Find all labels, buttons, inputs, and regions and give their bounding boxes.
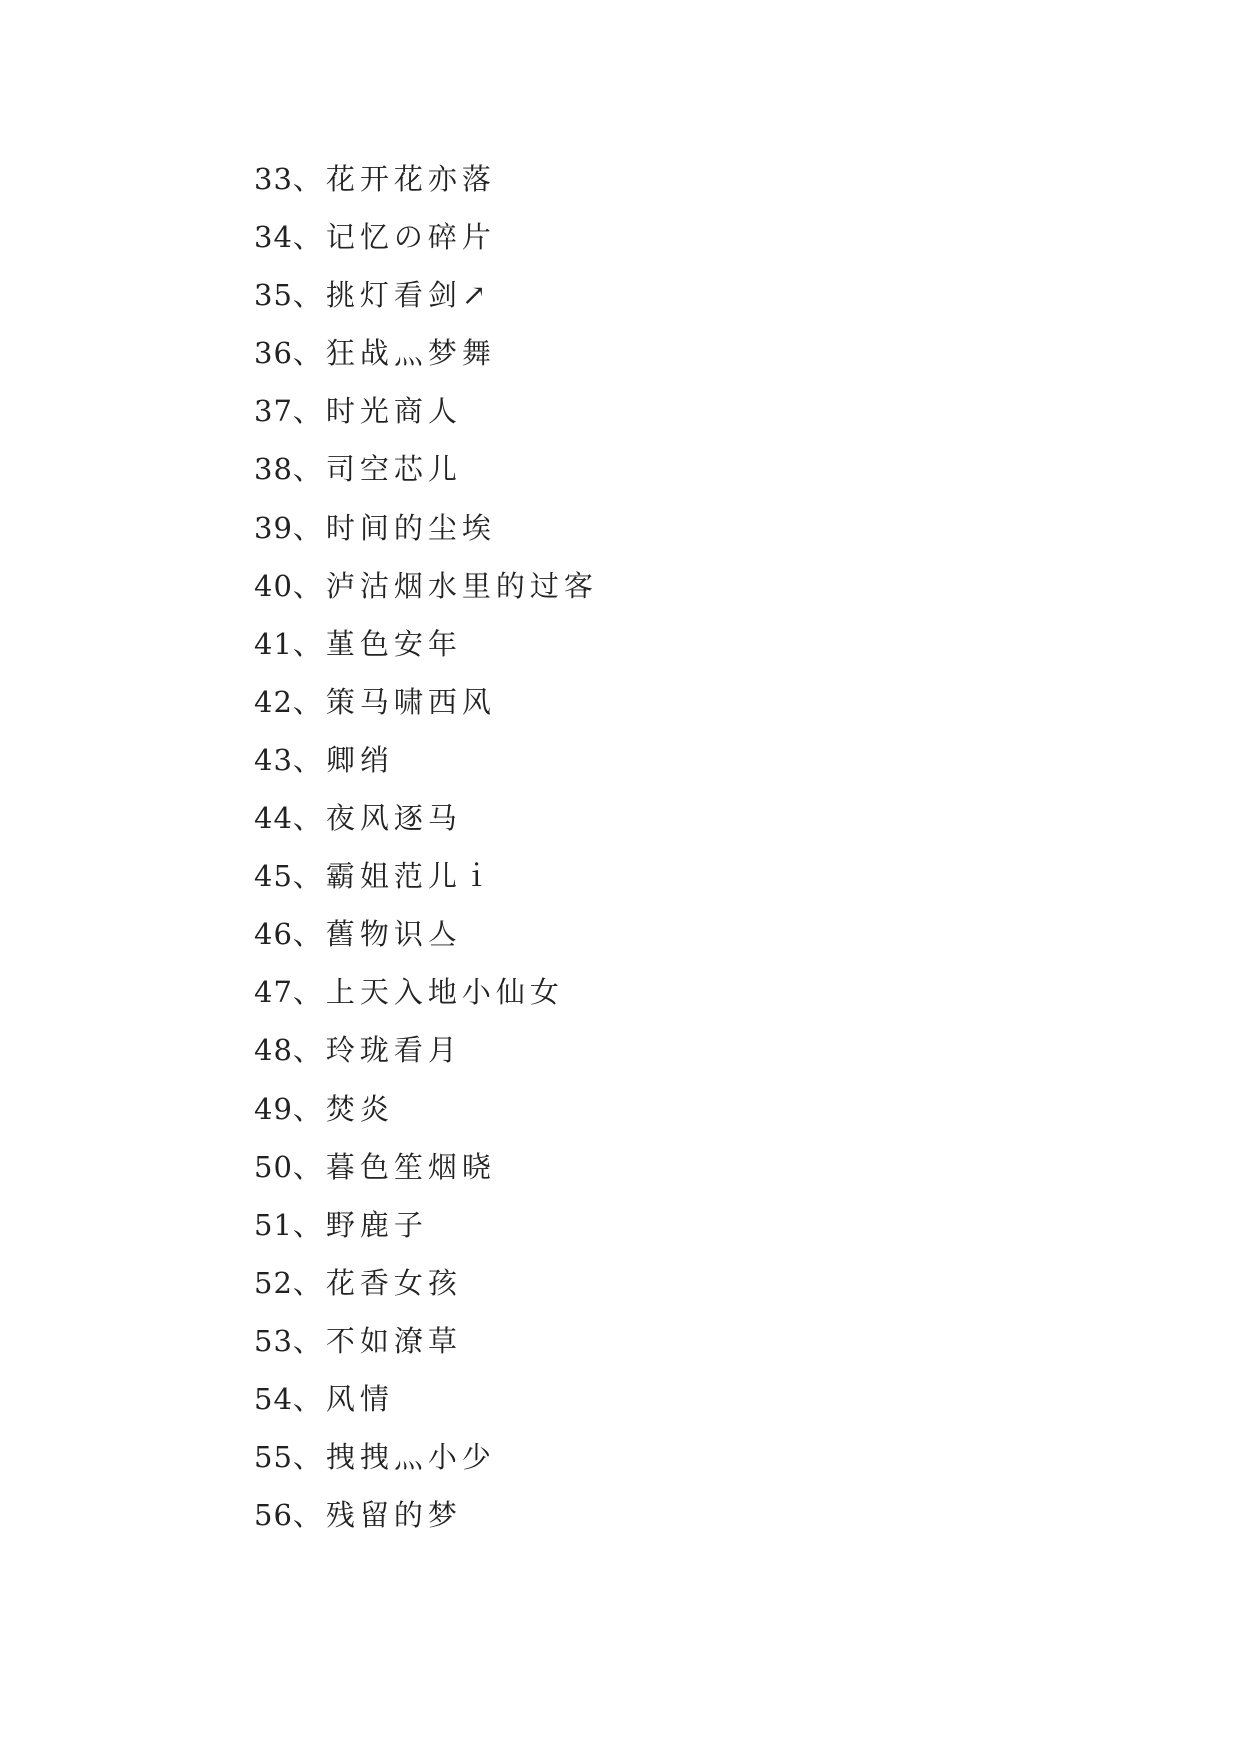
- item-number: 36: [254, 336, 293, 371]
- item-text: 时光商人: [325, 394, 462, 429]
- item-number: 55: [254, 1440, 293, 1475]
- item-number: 56: [254, 1498, 293, 1533]
- list-item: [254, 973, 598, 1031]
- list-item: [254, 392, 598, 450]
- item-number: 48: [254, 1033, 293, 1068]
- item-number: 33: [254, 162, 293, 196]
- item-separator: 、: [292, 452, 326, 487]
- item-separator: 、: [292, 162, 326, 196]
- item-separator: 、: [292, 1381, 326, 1416]
- item-separator: 、: [292, 626, 326, 661]
- item-separator: 、: [292, 1091, 326, 1126]
- item-number: 43: [254, 742, 293, 777]
- item-text: 卿绡: [325, 742, 394, 777]
- item-separator: 、: [292, 742, 326, 777]
- item-separator: 、: [292, 1207, 326, 1242]
- item-text: 挑灯看剑↗: [325, 278, 492, 313]
- item-separator: 、: [292, 336, 326, 371]
- item-number: 38: [254, 452, 293, 487]
- item-separator: 、: [292, 1149, 326, 1184]
- item-text: 策马啸西风: [325, 684, 496, 719]
- item-separator: 、: [292, 220, 326, 255]
- list-item: [254, 567, 598, 625]
- list-item: [254, 741, 598, 799]
- item-separator: 、: [292, 975, 326, 1010]
- item-text: 不如潦草: [325, 1323, 462, 1358]
- list-item: [254, 334, 598, 392]
- list-item: [254, 857, 598, 915]
- list-item: [254, 1264, 598, 1322]
- item-number: 47: [254, 975, 293, 1010]
- item-text: 上天入地小仙女: [325, 975, 564, 1010]
- item-separator: 、: [292, 1265, 326, 1300]
- list-item: [254, 799, 598, 857]
- list-item: [254, 276, 598, 334]
- item-separator: 、: [292, 1440, 326, 1475]
- item-text: 残留的梦: [325, 1498, 462, 1533]
- item-number: 44: [254, 801, 293, 836]
- item-text: 拽拽灬小少: [325, 1440, 496, 1475]
- item-text: 司空芯儿: [325, 452, 462, 487]
- item-number: 41: [254, 626, 293, 661]
- item-text: 风情: [325, 1381, 394, 1416]
- item-text: 花香女孩: [325, 1265, 462, 1300]
- item-number: 53: [254, 1323, 293, 1358]
- item-text: 夜风逐马: [325, 801, 462, 836]
- list-item: [254, 625, 598, 683]
- item-separator: 、: [292, 1498, 326, 1533]
- item-separator: 、: [292, 1323, 326, 1358]
- list-item: [254, 1380, 598, 1438]
- item-number: 54: [254, 1381, 293, 1416]
- item-text: 野鹿子: [325, 1207, 428, 1242]
- item-number: 46: [254, 917, 293, 952]
- list-item: [254, 218, 598, 276]
- item-text: 泸沽烟水里的过客: [325, 568, 598, 603]
- item-separator: 、: [292, 278, 326, 313]
- item-text: 花开花亦落: [325, 162, 496, 196]
- item-number: 50: [254, 1149, 293, 1184]
- item-number: 34: [254, 220, 293, 255]
- item-text: 焚炎: [325, 1091, 394, 1126]
- item-separator: 、: [292, 859, 326, 894]
- item-text: 舊物识亼: [325, 917, 462, 952]
- name-list: [254, 160, 598, 1554]
- item-separator: 、: [292, 917, 326, 952]
- item-separator: 、: [292, 1033, 326, 1068]
- item-number: 40: [254, 568, 293, 603]
- list-item: [254, 160, 598, 218]
- list-item: [254, 1031, 598, 1089]
- list-item: [254, 509, 598, 567]
- list-item: [254, 1322, 598, 1380]
- item-text: 堇色安年: [325, 626, 462, 661]
- list-item: [254, 450, 598, 508]
- item-text: 霸姐范儿ｉ: [325, 859, 496, 894]
- item-text: 记忆の碎片: [325, 220, 496, 255]
- item-number: 52: [254, 1265, 293, 1300]
- item-text: 暮色笙烟晓: [325, 1149, 496, 1184]
- item-text: 狂战灬梦舞: [325, 336, 496, 371]
- item-number: 49: [254, 1091, 293, 1126]
- item-text: 玲珑看月: [325, 1033, 462, 1068]
- item-number: 42: [254, 684, 293, 719]
- item-number: 35: [254, 278, 293, 313]
- item-number: 37: [254, 394, 293, 429]
- list-item: [254, 1496, 598, 1554]
- list-item: [254, 1148, 598, 1206]
- item-separator: 、: [292, 684, 326, 719]
- list-item: [254, 683, 598, 741]
- item-number: 39: [254, 510, 293, 545]
- item-number: 45: [254, 859, 293, 894]
- list-item: [254, 1090, 598, 1148]
- item-separator: 、: [292, 568, 326, 603]
- item-number: 51: [254, 1207, 293, 1242]
- item-separator: 、: [292, 394, 326, 429]
- list-item: [254, 1438, 598, 1496]
- item-text: 时间的尘埃: [325, 510, 496, 545]
- item-separator: 、: [292, 801, 326, 836]
- list-item: [254, 915, 598, 973]
- item-separator: 、: [292, 510, 326, 545]
- list-item: [254, 1206, 598, 1264]
